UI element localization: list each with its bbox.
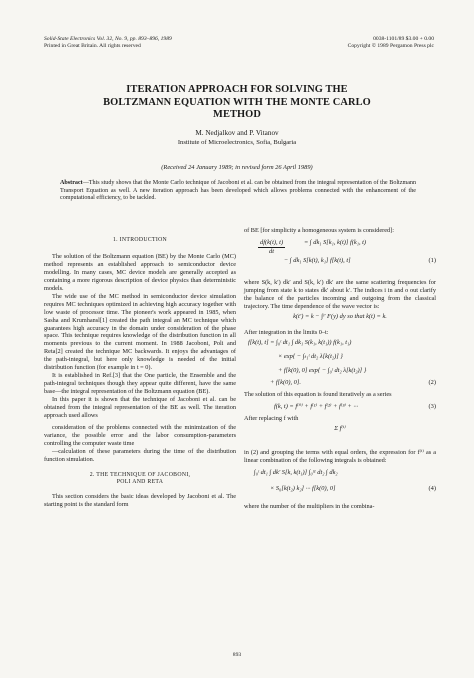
paragraph: In this paper it is shown that the technique of Jacoboni et al. can be obtained from the integral representation of the BE as well. The iteration approach used allows [44, 396, 236, 420]
abstract [60, 180, 416, 203]
right-column [244, 227, 436, 510]
section-heading-line: 2. THE TECHNIQUE OF JACOBONI, [89, 471, 191, 478]
equation-2 [244, 339, 436, 389]
section-heading-introduction: 1. INTRODUCTION [112, 237, 168, 243]
paragraph: After replacing f with [244, 414, 299, 422]
equation-row: f(k, t) = f⁽⁰⁾ + f⁽¹⁾ + f⁽²⁾ + f⁽³⁾ + ··· [274, 402, 359, 410]
paragraph: where S(k, k′) dk′ and S(k, k′) dk′ are the same scattering frequencies for jumping from state k to states dk′ about k′. The indices i in and o out clarify the balance of the particles incoming and outgoing from the classical trajectory. The time dependence of the wave vector is: [244, 278, 436, 310]
paragraph: where the number of the multipliers in the combina- [244, 502, 375, 510]
received-dates: (Received 24 January 1989; in revised form 26 April 1989) [161, 164, 313, 171]
printed-note: Printed in Great Britain. All rights reserved [44, 43, 141, 49]
equation-denominator: dt [269, 247, 275, 255]
journal-citation: Solid-State Electronics Vol. 32, No. 9, pp. 893–896, 1989 [44, 36, 172, 42]
affiliation: Institute of Microelectronics, Sofia, Bulgaria [177, 139, 297, 146]
title-line-2: BOLTZMANN EQUATION WITH THE MONTE CARLO [103, 96, 371, 108]
equation-row: + f[k(0), 0] exp{ − ∫₀ᵗ dt₂ λ[k(t₂)] } [278, 366, 367, 374]
equation-rhs-2: − ∫ dk₁ S[k(t), k₁] f[k(t), t] [284, 256, 351, 264]
equation-number: (4) [428, 484, 436, 492]
equation-fraction [258, 239, 285, 256]
equation-number: (3) [428, 402, 436, 410]
journal-header-right [348, 36, 434, 50]
paragraph: of BE [for simplicity a homogeneous system is considered]: [244, 227, 394, 234]
paragraph: —calculation of these parameters during the time of the distribution function simulation. [44, 447, 236, 463]
section-heading-technique [44, 472, 236, 487]
title-line-3: METHOD [213, 109, 261, 121]
equation-3 [244, 401, 436, 413]
paragraph: in (2) and grouping the terms with equal orders, the expression for f⁽ⁱ⁾ as a linear combination of the following integrals is obtained: [244, 448, 436, 464]
equation-1 [244, 237, 436, 277]
paragraph: After integration in the limits 0–t: [244, 328, 329, 336]
equation-wave-vector: k(t′) = k − ∫ᵗ′ F(y) dy so that k(t) = k. [293, 312, 387, 320]
paragraph: The solution of the Boltzmann equation (BE) by the Monte Carlo (MC) method represents an established approach to semiconductor device modelling. In many cases, MC device models are generally accepted as containing a more rigorous description of device physics than deterministic models. [44, 252, 236, 292]
equation-row: × S₀[k(t₂) k₂] ··· f[k(0), 0] [270, 484, 336, 492]
equation-row: × exp{ − ∫ₜ₁ᵗ dt₂ λ[k(t₂)] } [278, 352, 343, 360]
journal-header-left [44, 36, 172, 50]
equation-numerator: df(k(t), t) [260, 238, 284, 246]
equation-number: (1) [428, 256, 436, 264]
equation-row: ∫₀ᵗ dt₁ ∫ dk′ S[k, k(t₁)] ∫₀ᵗ¹ dt₂ ∫ dk₂ [254, 468, 338, 476]
abstract-label: Abstract [60, 180, 83, 186]
equation-number: (2) [428, 378, 436, 386]
author-list: M. Nedjalkov and P. Vitanov [195, 129, 279, 137]
abstract-text: —This study shows that the Monte Carlo technique of Jacoboni et al. can be obtained from the integral representation of the Boltzmann Transport Equation as well. A new iteration approach has been developed which allows problems connected with the enhancement of the computational efficiency, to be tackled. [60, 180, 416, 202]
left-column [44, 227, 236, 508]
paragraph: The wide use of the MC method in semiconductor device simulation requires MC techniques optimized in achieving high accuracy together with low waste of processor time. The pioneer's work appeared in 1985, when Sasha and Krumhansl[1] created the path integral an MC technique which guarantees high accuracy in the domain under consideration of the phase space. This technique requires knowledge of the distribution function in all moments previous to the current moment. In 1988 Jacoboni, Poli and Reta[2] created the technique MC backwards. It enjoys the advantages of the path-integral, but here only knowledge is needed of the initial distribution function (for example in t = 0). [44, 292, 236, 372]
paper-title [0, 84, 474, 122]
issn-price: 0038-1101/89 $3.00 + 0.00 [373, 36, 434, 42]
equation-sum: Σ f⁽ⁱ⁾ [334, 424, 346, 432]
paragraph: consideration of the problems connected with the minimization of the variance, the possible error and the labor consumption-parameters controlling the computer waste time [44, 423, 236, 447]
equation-rhs-1: = ∫ dk₁ S[k₁, k(t)] f(k₁, t) [304, 238, 367, 246]
page-number: 893 [232, 652, 242, 658]
paragraph: The solution of this equation is found iteratively as a series [244, 390, 392, 398]
equation-4 [244, 467, 436, 501]
paragraph: This section considers the basic ideas developed by Jacoboni et al. The starting point is the standard form [44, 492, 236, 508]
title-line-1: ITERATION APPROACH FOR SOLVING THE [126, 84, 348, 95]
section-heading-line: POLI AND RETA [116, 479, 164, 486]
copyright-note: Copyright © 1989 Pergamon Press plc [347, 43, 434, 49]
equation-row: f[k(t), t] = ∫₀ᵗ dt₁ ∫ dk₁ S(k₁, k(t₁)) f(k₁, t₁) [248, 338, 352, 346]
equation-row: + f[k(0), 0]. [270, 378, 301, 386]
paragraph: It is established in Ref.[3] that the One particle, the Ensemble and the path-integral techniques though they appear quite different, have the same base—the integral representation of the Boltzmann equation (BE). [44, 372, 236, 396]
